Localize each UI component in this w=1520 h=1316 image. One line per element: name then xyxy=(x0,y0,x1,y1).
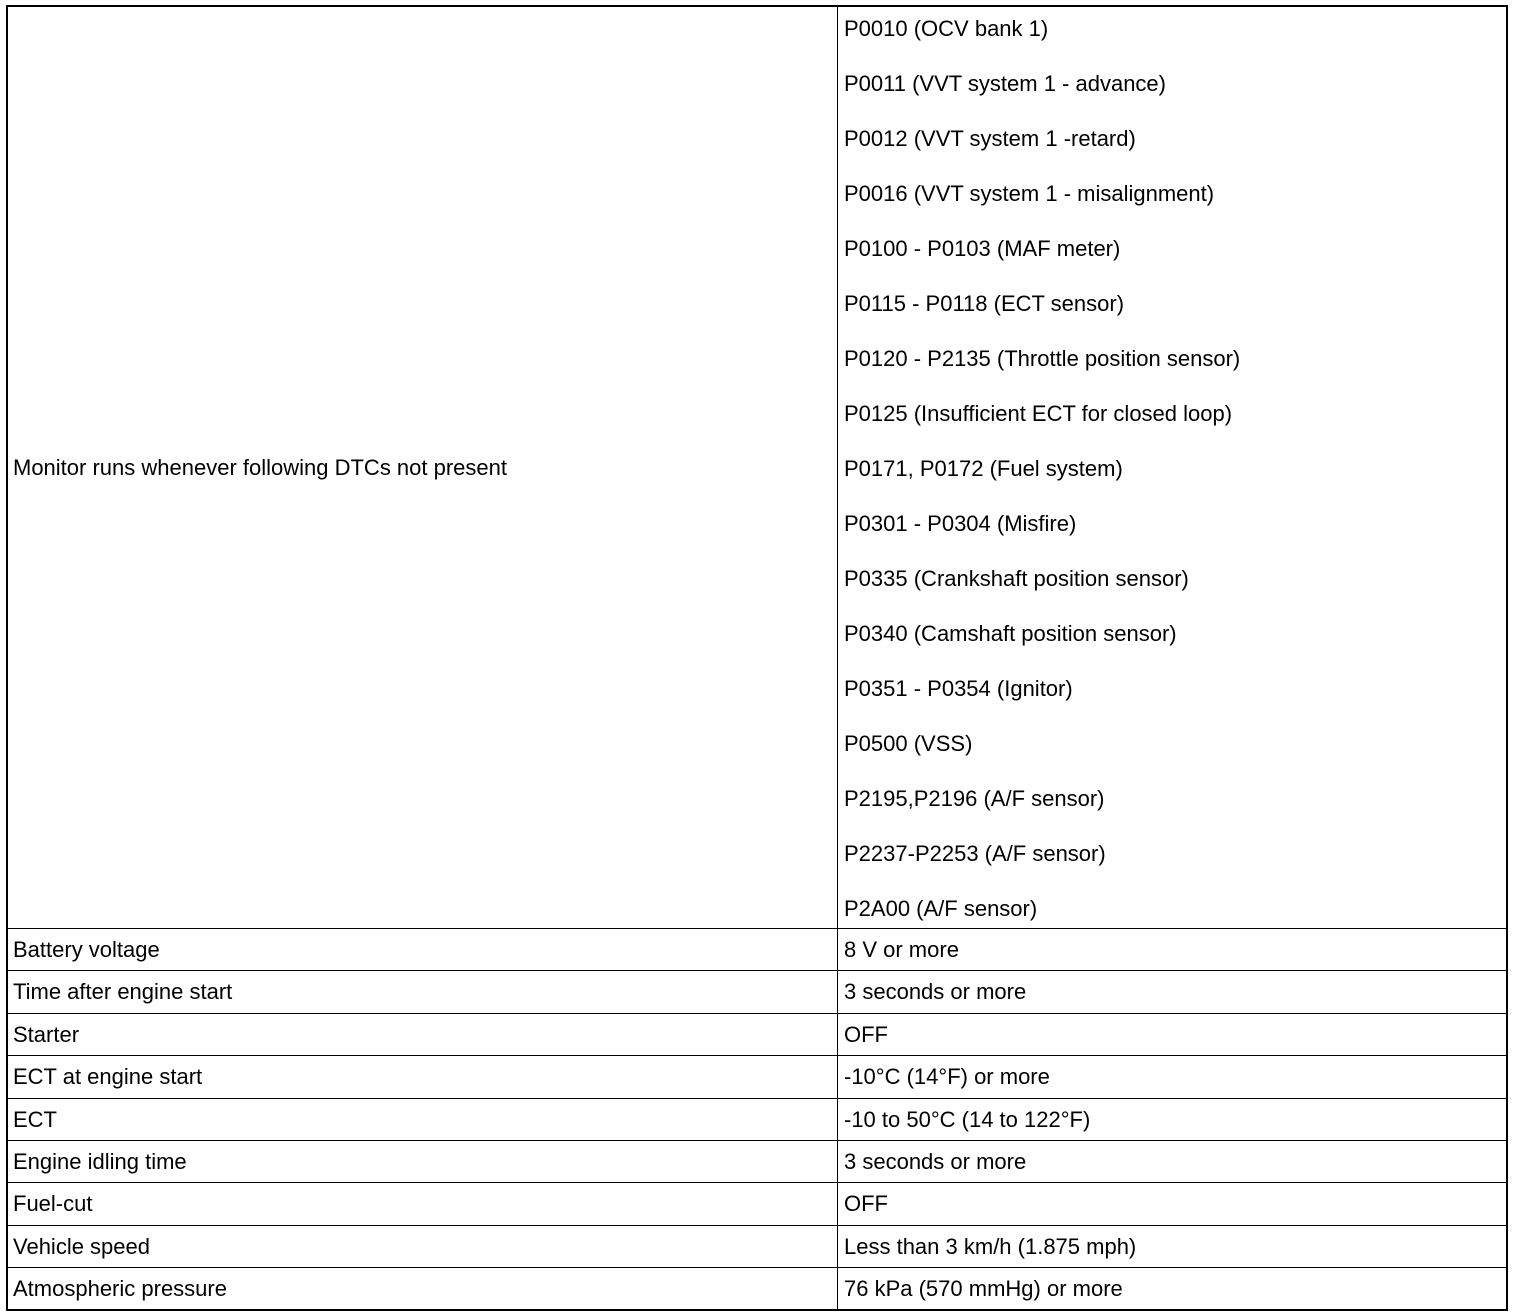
table-row xyxy=(8,1056,1506,1098)
table-row xyxy=(8,971,1506,1013)
table-row xyxy=(8,929,1506,971)
dtc-item: P0012 (VVT system 1 -retard) xyxy=(844,126,1136,151)
table-row xyxy=(8,1141,1506,1183)
condition-label: Fuel-cut xyxy=(8,1183,838,1224)
dtc-item: P0010 (OCV bank 1) xyxy=(844,16,1049,41)
dtc-item: P0100 - P0103 (MAF meter) xyxy=(844,236,1121,261)
dtc-item: P2237-P2253 (A/F sensor) xyxy=(844,841,1106,866)
conditions-table xyxy=(6,5,1508,1311)
dtc-item: P0340 (Camshaft position sensor) xyxy=(844,621,1177,646)
table-row xyxy=(8,1014,1506,1056)
dtc-item: P0016 (VVT system 1 - misalignment) xyxy=(844,181,1215,206)
dtc-item: P0011 (VVT system 1 - advance) xyxy=(844,71,1166,96)
condition-rows xyxy=(8,929,1506,1311)
table-row xyxy=(8,1183,1506,1225)
condition-value: Less than 3 km/h (1.875 mph) xyxy=(844,1233,1137,1259)
table-row xyxy=(8,1226,1506,1268)
condition-value: OFF xyxy=(844,1191,888,1217)
dtc-item: P0120 - P2135 (Throttle position sensor) xyxy=(844,346,1241,371)
monitor-label: Monitor runs whenever following DTCs not present xyxy=(13,455,508,480)
condition-value: 3 seconds or more xyxy=(844,979,1027,1005)
condition-value: 76 kPa (570 mmHg) or more xyxy=(844,1276,1123,1302)
condition-label: Engine idling time xyxy=(8,1141,838,1182)
dtc-item: P0351 - P0354 (Ignitor) xyxy=(844,676,1073,701)
dtc-item: P0500 (VSS) xyxy=(844,731,973,756)
condition-value: OFF xyxy=(844,1021,888,1047)
condition-label: ECT xyxy=(8,1099,838,1140)
condition-label: ECT at engine start xyxy=(8,1056,838,1097)
condition-value: -10 to 50°C (14 to 122°F) xyxy=(844,1106,1091,1132)
dtc-item: P0171, P0172 (Fuel system) xyxy=(844,456,1123,481)
condition-label: Battery voltage xyxy=(8,929,838,970)
dtc-item: P0335 (Crankshaft position sensor) xyxy=(844,566,1189,591)
condition-value: 8 V or more xyxy=(844,937,959,962)
condition-value: -10°C (14°F) or more xyxy=(844,1064,1050,1090)
condition-value: 3 seconds or more xyxy=(844,1148,1027,1174)
condition-label: Starter xyxy=(8,1014,838,1055)
condition-label: Vehicle speed xyxy=(8,1226,838,1267)
table-row xyxy=(8,1099,1506,1141)
dtc-row xyxy=(8,7,1506,929)
dtc-item: P0125 (Insufficient ECT for closed loop) xyxy=(844,401,1233,426)
dtc-item: P0301 - P0304 (Misfire) xyxy=(844,511,1077,536)
dtc-list-cell xyxy=(838,7,1506,928)
dtc-item: P2195,P2196 (A/F sensor) xyxy=(844,786,1105,811)
condition-label: Time after engine start xyxy=(8,971,838,1012)
dtc-label-cell xyxy=(8,7,838,928)
table-row xyxy=(8,1268,1506,1310)
condition-label: Atmospheric pressure xyxy=(8,1268,838,1310)
dtc-item: P2A00 (A/F sensor) xyxy=(844,896,1038,921)
dtc-item: P0115 - P0118 (ECT sensor) xyxy=(844,291,1125,316)
